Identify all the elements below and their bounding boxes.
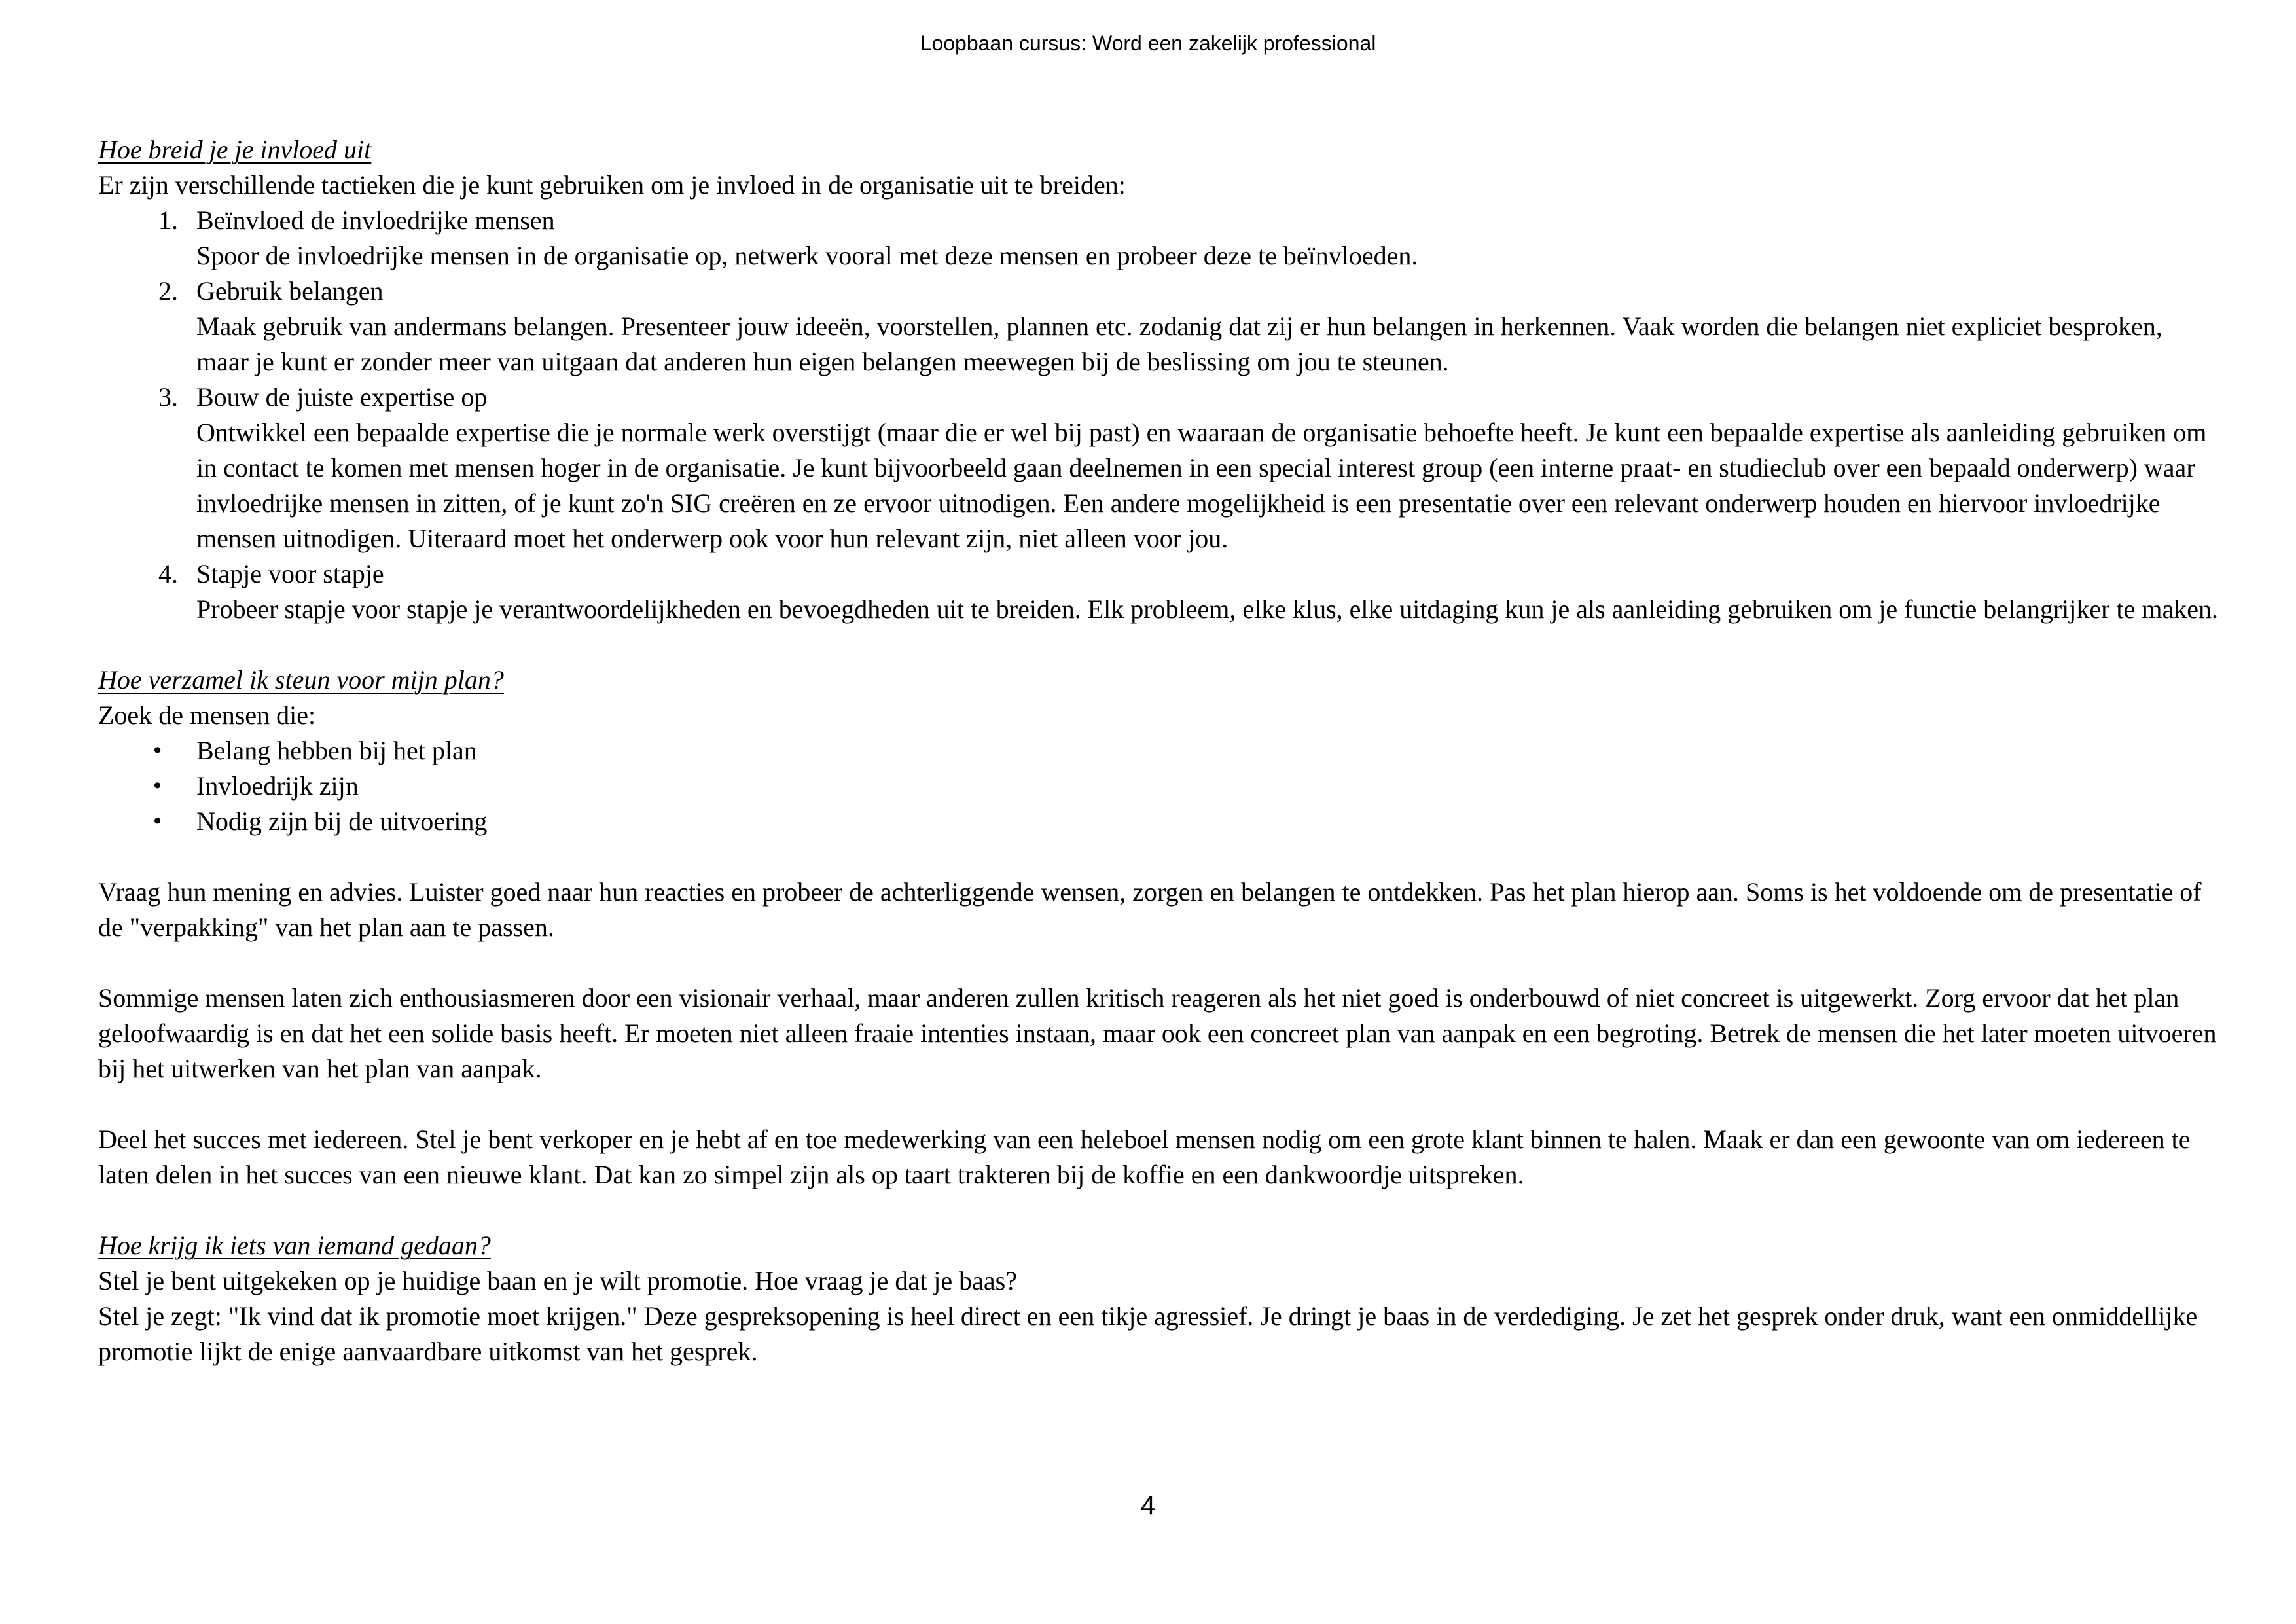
list-item [98, 768, 2219, 804]
section-heading-getting-things-done: Hoe krijg ik iets van iemand gedaan? [98, 1231, 491, 1260]
bullet-icon: • [151, 738, 164, 763]
section-heading-support: Hoe verzamel ik steun voor mijn plan? [98, 665, 504, 695]
list-item [98, 203, 2219, 274]
list-item [98, 380, 2219, 556]
list-item-text: Spoor de invloedrijke mensen in de organisatie op, netwerk vooral met deze mensen en probeer deze te beïnvloeden. [196, 241, 1418, 270]
body-paragraph: Stel je bent uitgekeken op je huidige baan en je wilt promotie. Hoe vraag je dat je baas? [98, 1266, 1017, 1295]
paragraph-gap [98, 1193, 2219, 1228]
bullet-icon: • [151, 774, 164, 799]
tactics-list [98, 203, 2219, 627]
section-intro-influence: Er zijn verschillende tactieken die je kunt gebruiken om je invloed in de organisatie uit te breiden: [98, 170, 1126, 200]
section-intro-support: Zoek de mensen die: [98, 700, 316, 730]
running-header: Loopbaan cursus: Word een zakelijk professional [920, 31, 1376, 55]
list-item-text: Ontwikkel een bepaalde expertise die je normale werk overstijgt (maar die er wel bij past) en waaraan de organisatie behoefte heeft. Je kunt een bepaalde expertise als aanleiding gebruiken om in contact te komen met mensen hoger in de organisatie. Je kunt bijvoorbeeld gaan deelnemen in een special interest group (een interne praat- en studieclub over een bepaald onderwerp) waar invloedrijke mensen in zitten, of je kunt zo'n SIG creëren en ze ervoor uitnodigen. Een andere mogelijkheid is een presentatie over een relevant onderwerp houden en hiervoor invloedrijke mensen uitnodigen. Uiteraard moet het onderwerp ook voor hun relevant zijn, niet alleen voor jou. [196, 418, 2207, 553]
list-item-title: Gebruik belangen [196, 276, 384, 306]
list-item-title: Bouw de juiste expertise op [196, 382, 488, 412]
list-item [98, 274, 2219, 380]
paragraph-gap [98, 1087, 2219, 1122]
list-item-text: Nodig zijn bij de uitvoering [196, 806, 488, 836]
body-paragraph: Vraag hun mening en advies. Luister goed naar hun reacties en probeer de achterliggende wensen, zorgen en belangen te ontdekken. Pas het plan hierop aan. Soms is het voldoende om de presentatie of de "verpakking" van het plan aan te passen. [98, 877, 2202, 942]
list-number: 1. [158, 206, 178, 235]
page-number: 4 [1140, 1491, 1156, 1520]
list-item [98, 733, 2219, 768]
list-item-text: Probeer stapje voor stapje je verantwoordelijkheden en bevoegdheden uit te breiden. Elk probleem, elke klus, elke uitdaging kun je als aanleiding gebruiken om je functie belangrijker te maken. [196, 594, 2218, 624]
document-body [98, 132, 2219, 1369]
list-item-body [196, 556, 2219, 627]
paragraph-gap [98, 627, 2219, 662]
support-bullet-list [98, 733, 2219, 839]
body-paragraph: Sommige mensen laten zich enthousiasmeren door een visionair verhaal, maar anderen zullen kritisch reageren als het niet goed is onderbouwd of niet concreet is uitgewerkt. Zorg ervoor dat het plan geloofwaardig is en dat het een solide basis heeft. Er moeten niet alleen fraaie intenties instaan, maar ook een concreet plan van aanpak en een begroting. Betrek de mensen die het later moeten uitvoeren bij het uitwerken van het plan van aanpak. [98, 983, 2217, 1083]
body-paragraph: Deel het succes met iedereen. Stel je bent verkoper en je hebt af en toe medewerking van een heleboel mensen nodig om een grote klant binnen te halen. Maak er dan een gewoonte van om iedereen te laten delen in het succes van een nieuwe klant. Dat kan zo simpel zijn als op taart trakteren bij de koffie en een dankwoordje uitspreken. [98, 1125, 2191, 1189]
list-item-text: Belang hebben bij het plan [196, 736, 477, 765]
list-number: 2. [158, 276, 178, 306]
section-heading-influence: Hoe breid je je invloed uit [98, 135, 372, 164]
list-item-body [196, 203, 2219, 274]
list-item-body [196, 274, 2219, 380]
bullet-icon: • [151, 809, 164, 834]
body-paragraph: Stel je zegt: "Ik vind dat ik promotie moet krijgen." Deze gespreksopening is heel direct en een tikje agressief. Je dringt je baas in de verdediging. Je zet het gesprek onder druk, want een onmiddellijke promotie lijkt de enige aanvaardbare uitkomst van het gesprek. [98, 1301, 2198, 1366]
list-item-title: Stapje voor stapje [196, 559, 384, 588]
list-item-text: Invloedrijk zijn [196, 771, 359, 801]
list-item-body [196, 380, 2219, 556]
paragraph-gap [98, 839, 2219, 875]
list-item [98, 556, 2219, 627]
list-number: 3. [158, 382, 178, 412]
list-item-title: Beïnvloed de invloedrijke mensen [196, 206, 555, 235]
paragraph-gap [98, 945, 2219, 981]
list-number: 4. [158, 559, 178, 588]
list-item [98, 804, 2219, 839]
list-item-text: Maak gebruik van andermans belangen. Presenteer jouw ideeën, voorstellen, plannen etc. zodanig dat zij er hun belangen in herkennen. Vaak worden die belangen niet expliciet besproken, maar je kunt er zonder meer van uitgaan dat anderen hun eigen belangen meewegen bij de beslissing om jou te steunen. [196, 312, 2162, 376]
